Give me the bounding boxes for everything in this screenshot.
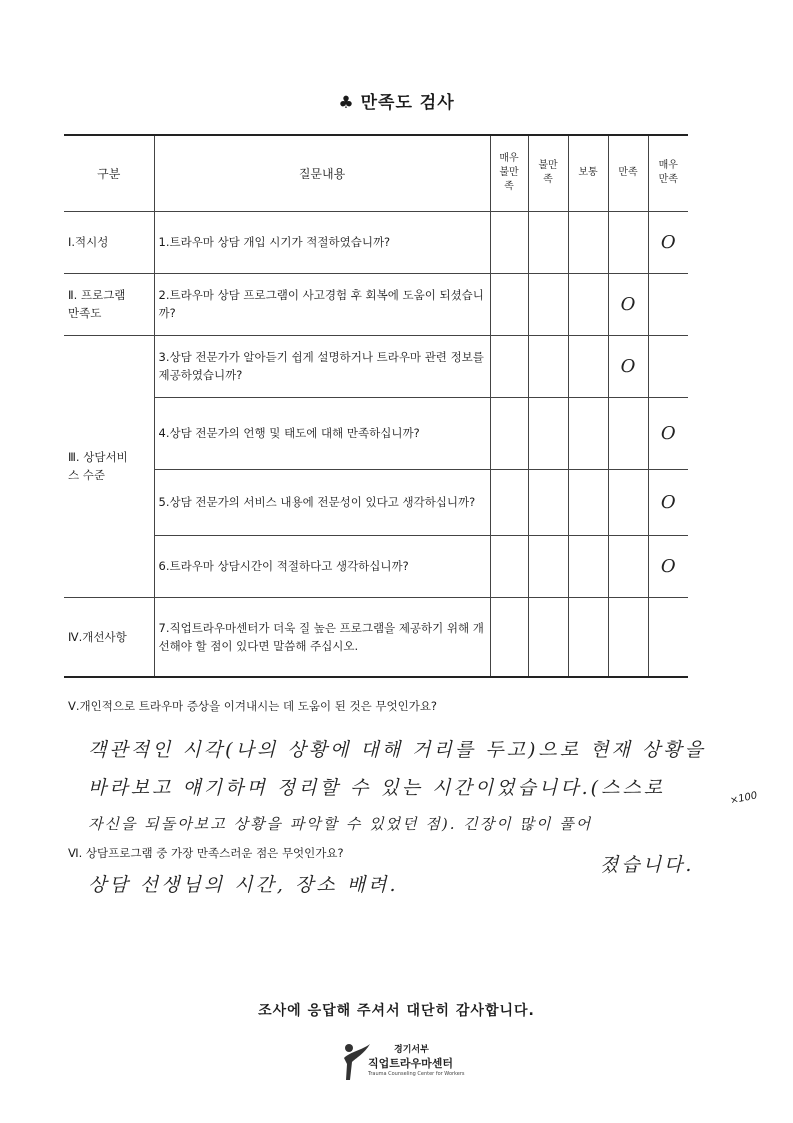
rating-cell[interactable] <box>608 211 648 273</box>
category-timeliness: Ⅰ.적시성 <box>64 211 154 273</box>
rating-cell[interactable] <box>528 535 568 597</box>
rating-cell[interactable] <box>568 597 608 677</box>
rating-cell[interactable] <box>568 469 608 535</box>
category-improvement: Ⅳ.개선사항 <box>64 597 154 677</box>
rating-cell[interactable] <box>568 397 608 469</box>
rating-cell[interactable] <box>608 469 648 535</box>
rating-cell-checked[interactable] <box>648 535 688 597</box>
title-text: 만족도 검사 <box>360 93 455 113</box>
rating-cell[interactable] <box>648 597 688 677</box>
rating-cell[interactable] <box>568 335 608 397</box>
handwritten-answer-line: 바라보고 얘기하며 정리할 수 있는 시간이었습니다.(스스로 <box>88 777 666 799</box>
category-service: Ⅲ. 상담서비 스 수준 <box>64 335 154 597</box>
question-3: 3.상담 전문가가 알아듣기 쉽게 설명하거나 트라우마 관련 정보를 제공하였습니까? <box>154 335 490 397</box>
question-1: 1.트라우마 상담 개입 시기가 적절하였습니까? <box>154 211 490 273</box>
club-icon: ♣ <box>338 93 355 113</box>
table-row <box>64 469 688 535</box>
rating-cell[interactable] <box>490 469 528 535</box>
handwritten-answer-line: 객관적인 시각(나의 상황에 대해 거리를 두고)으로 현재 상황을 <box>88 739 706 761</box>
table-row <box>64 397 688 469</box>
check-mark: O <box>660 231 676 253</box>
handwritten-answer-line: 자신을 되돌아보고 상황을 파악할 수 있었던 점). 긴장이 많이 풀어 <box>88 815 593 833</box>
rating-cell[interactable] <box>528 273 568 335</box>
question-5: 5.상담 전문가의 서비스 내용에 전문성이 있다고 생각하십니까? <box>154 469 490 535</box>
person-figure-icon <box>340 1040 370 1084</box>
check-mark: O <box>660 491 676 513</box>
rating-cell[interactable] <box>490 597 528 677</box>
rating-cell[interactable] <box>528 397 568 469</box>
rating-cell[interactable] <box>528 469 568 535</box>
handwritten-answer-line: 상담 선생님의 시간, 장소 배려. <box>88 874 399 896</box>
thank-you-message: 조사에 응답해 주셔서 대단히 감사합니다. <box>258 1003 535 1019</box>
rating-cell[interactable] <box>568 273 608 335</box>
header-row <box>64 135 688 211</box>
org-region: 경기서부 <box>394 1045 429 1055</box>
category-program: Ⅱ. 프로그램 만족도 <box>64 273 154 335</box>
rating-cell[interactable] <box>490 211 528 273</box>
survey-table <box>64 134 688 678</box>
check-mark: O <box>660 422 676 444</box>
table-row <box>64 211 688 273</box>
rating-cell[interactable] <box>608 535 648 597</box>
header-very-satisfied: 매우 만족 <box>648 135 688 211</box>
rating-cell[interactable] <box>490 335 528 397</box>
rating-cell-checked[interactable] <box>608 335 648 397</box>
table-row <box>64 273 688 335</box>
rating-cell[interactable] <box>648 273 688 335</box>
rating-cell[interactable] <box>568 211 608 273</box>
question-6-label: Ⅵ. 상담프로그램 중 가장 만족스러운 점은 무엇인가요? <box>68 846 344 860</box>
question-4: 4.상담 전문가의 언행 및 태도에 대해 만족하십니까? <box>154 397 490 469</box>
org-english-name: Trauma Counseling Center for Workers <box>368 1071 465 1077</box>
rating-cell[interactable] <box>648 335 688 397</box>
page-title <box>0 88 793 113</box>
rating-cell[interactable] <box>528 597 568 677</box>
table-row <box>64 335 688 397</box>
check-mark: O <box>620 293 636 315</box>
check-mark: O <box>620 355 636 377</box>
rating-cell[interactable] <box>528 335 568 397</box>
header-dissatisfied: 불만 족 <box>528 135 568 211</box>
rating-cell-checked[interactable] <box>648 469 688 535</box>
question-2: 2.트라우마 상담 프로그램이 사고경험 후 회복에 도움이 되셨습니까? <box>154 273 490 335</box>
rating-cell-checked[interactable] <box>648 397 688 469</box>
table-row <box>64 597 688 677</box>
center-logo <box>340 1040 465 1084</box>
table-row <box>64 535 688 597</box>
rating-cell[interactable] <box>490 535 528 597</box>
rating-cell[interactable] <box>568 535 608 597</box>
rating-cell[interactable] <box>608 597 648 677</box>
rating-cell[interactable] <box>490 397 528 469</box>
rating-cell-checked[interactable] <box>648 211 688 273</box>
question-7: 7.직업트라우마센터가 더욱 질 높은 프로그램을 제공하기 위해 개선해야 할 점이 있다면 말씀해 주십시오. <box>154 597 490 677</box>
handwritten-answer-line: 졌습니다. <box>600 854 695 876</box>
header-neutral: 보통 <box>568 135 608 211</box>
rating-cell[interactable] <box>528 211 568 273</box>
header-very-dissatisfied: 매우 불만 족 <box>490 135 528 211</box>
org-name: 직업트라우마센터 <box>368 1057 454 1070</box>
question-5-label: Ⅴ.개인적으로 트라우마 증상을 이겨내시는 데 도움이 된 것은 무엇인가요? <box>68 699 438 713</box>
check-mark: O <box>660 555 676 577</box>
header-satisfied: 만족 <box>608 135 648 211</box>
rating-cell[interactable] <box>490 273 528 335</box>
rating-cell-checked[interactable] <box>608 273 648 335</box>
handwritten-note: ×100 <box>729 790 759 807</box>
header-question: 질문내용 <box>154 135 490 211</box>
rating-cell[interactable] <box>608 397 648 469</box>
header-category: 구분 <box>64 135 154 211</box>
question-6: 6.트라우마 상담시간이 적절하다고 생각하십니까? <box>154 535 490 597</box>
